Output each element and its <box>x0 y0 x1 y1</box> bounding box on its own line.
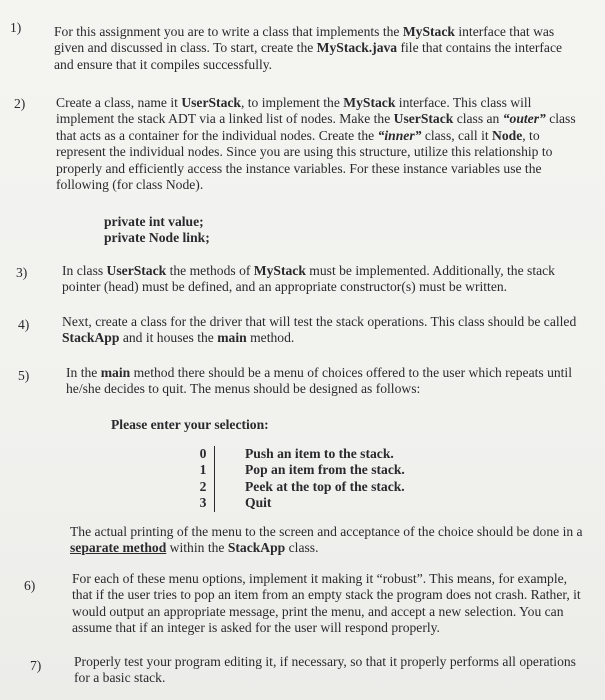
menu-option-number: 3 <box>196 495 215 511</box>
item-text <box>62 263 582 296</box>
text-run: In the <box>66 365 101 380</box>
text-run: class, call it <box>421 127 493 143</box>
menu-option-number: 0 <box>196 446 215 462</box>
text-run: the methods of <box>166 263 254 278</box>
item-after-text <box>70 524 584 557</box>
code-line: private int value; <box>104 214 204 229</box>
menu-option <box>196 462 405 478</box>
text-run: For each of these menu options, implement it making it “robust”. This means, for example, that if the user tries to pop an item from an empty stack the program does not crash. Rather, it would output an appropriate message, print the menu, and accept a new selection. You can assume that if an integer is asked for the user will respond properly. <box>72 571 581 636</box>
item-text <box>56 95 584 193</box>
text-run: interface. This class will implement the stack ADT via a linked list of nodes. Make the <box>56 95 532 127</box>
item-text <box>66 365 586 398</box>
emphasis-text: “inner” <box>377 127 422 143</box>
emphasis-text: main <box>217 330 247 346</box>
text-run: method there should be a menu of choices offered to the user which repeats until he/she decides to quit. The menus should be designed as follows: <box>66 365 572 397</box>
text-run: class. <box>285 540 319 556</box>
menu-option-number: 2 <box>196 479 215 495</box>
text-run: In class <box>62 263 107 278</box>
text-run: Properly test your program editing it, if necessary, so that it properly performs all operations for a basic stack. <box>74 654 576 686</box>
emphasis-text: MyStack.java <box>316 40 398 56</box>
text-run: The actual printing of the menu to the screen and acceptance of the choice should be done in a <box>70 524 583 539</box>
menu-options <box>196 446 405 512</box>
code-block <box>104 214 210 247</box>
text-run: must be implemented. Additionally, the stack pointer (head) must be defined, and an appropriate constructor(s) must be written. <box>62 263 555 295</box>
item-number: 5) <box>18 368 30 383</box>
menu-option <box>196 495 405 511</box>
emphasis-text: separate method <box>70 540 167 556</box>
text-run: interface that was given and discussed in class. To start, create the <box>54 24 555 56</box>
emphasis-text: Node <box>492 127 523 143</box>
menu-title: Please enter your selection: <box>111 417 269 432</box>
text-run: class an <box>453 111 503 127</box>
item-number: 4) <box>18 317 30 332</box>
item-text <box>62 314 584 347</box>
text-run: , to represent the individual nodes. Since you are using this structure, utilize this relationship to properly and efficiently access the instance variables. For these instance variables use the following (for class Node). <box>56 127 553 193</box>
menu-option-label: Push an item to the stack. <box>245 446 394 461</box>
code-line: private Node link; <box>104 230 210 246</box>
emphasis-text: UserStack <box>393 111 454 127</box>
emphasis-text: main <box>100 365 131 380</box>
item-text <box>54 24 584 73</box>
menu-option-label: Pop an item from the stack. <box>245 462 405 478</box>
emphasis-text: “outer” <box>502 111 546 127</box>
item-text <box>74 654 584 687</box>
emphasis-text: MyStack <box>402 24 455 39</box>
text-run: and it houses the <box>119 330 218 346</box>
item-number: 1) <box>10 20 22 35</box>
emphasis-text: StackApp <box>227 540 286 556</box>
menu-option-number: 1 <box>196 462 215 478</box>
text-run: file that contains the interface and ensure that it compiles successfully. <box>54 40 563 72</box>
item-number: 2) <box>14 96 26 111</box>
emphasis-text: MyStack <box>253 263 306 278</box>
item-number: 6) <box>24 578 36 593</box>
text-run: class that acts as a container for the individual nodes. Create the <box>56 111 576 143</box>
text-run: method. <box>246 330 295 346</box>
menu-option <box>196 479 405 495</box>
text-run: , to implement the <box>240 95 344 110</box>
menu-option <box>196 446 405 462</box>
text-run: For this assignment you are to write a class that implements the <box>54 24 403 39</box>
text-run: Create a class, name it <box>56 95 182 110</box>
emphasis-text: MyStack <box>343 95 396 110</box>
text-run: within the <box>166 540 228 556</box>
emphasis-text: UserStack <box>181 95 241 110</box>
item-text <box>72 571 584 637</box>
item-number: 7) <box>30 658 42 673</box>
menu-option-label: Quit <box>245 495 272 511</box>
text-run: Next, create a class for the driver that will test the stack operations. This class should be called <box>62 314 577 329</box>
menu-option-label: Peek at the top of the stack. <box>245 478 405 494</box>
item-number: 3) <box>16 265 28 280</box>
emphasis-text: StackApp <box>62 330 120 346</box>
emphasis-text: UserStack <box>106 263 167 278</box>
